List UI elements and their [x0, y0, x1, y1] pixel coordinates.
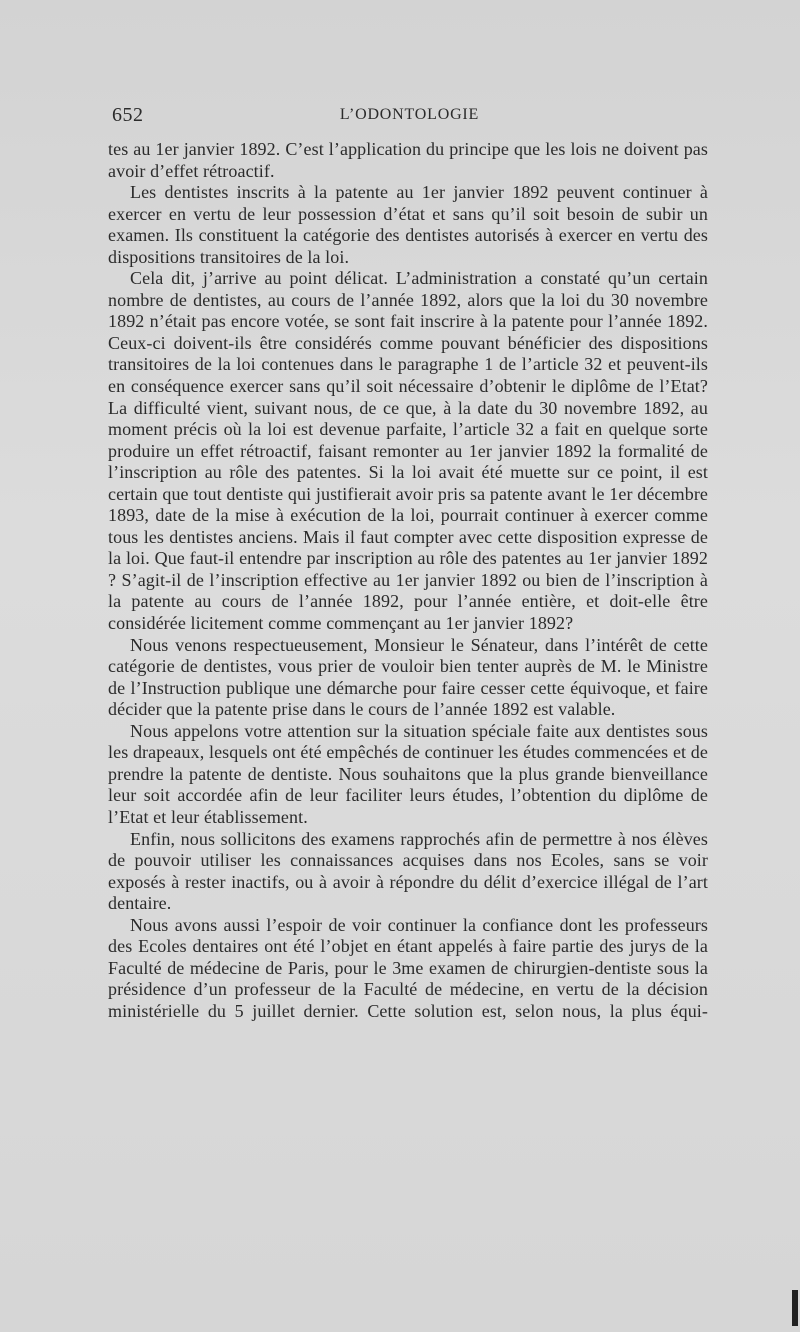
body-text [108, 139, 708, 1022]
paragraph: Nous venons respectueusement, Monsieur le Sénateur, dans l’intérêt de cette catégorie de dentistes, vous prier de vouloir bien tenter auprès de M. le Ministre de l’Instruction publique une démarche pour faire cesser cette équivoque, et faire décider que la patente prise dans le cours de l’année 1892 est valable. [108, 634, 708, 720]
paragraph: Nous appelons votre attention sur la situation spéciale faite aux dentistes sous les drapeaux, lesquels ont été empêchés de continuer les études commencées et de prendre la patente de dentiste. Nous souhaitons que la plus grande bienveillance leur soit accordée afin de leur faciliter leurs études, l’obtention du diplôme de l’Etat et leur établissement. [108, 720, 708, 827]
running-head: L’ODONTOLOGIE [339, 106, 480, 123]
paragraph: Enfin, nous sollicitons des examens rapprochés afin de permettre à nos élèves de pouvoir utiliser les connaissances acquises dans nos Ecoles, sans se voir exposés à rester inactifs, ou à avoir à répondre du délit d’exercice illégal de l’art dentaire. [108, 828, 708, 914]
page-number: 652 [112, 104, 144, 126]
paragraph-continuation: tes au 1er janvier 1892. C’est l’application du principe que les lois ne doivent pas avoir d’effet rétroactif. [108, 139, 708, 181]
paragraph: Cela dit, j’arrive au point délicat. L’administration a constaté qu’un certain nombre de dentistes, au cours de l’année 1892, alors que la loi du 30 novembre 1892 n’était pas encore votée, se sont fait inscrire à la patente pour l’année 1892. Ceux-ci doivent-ils être considérés comme pouvant bénéficier des dispositions transitoires de la loi contenues dans le paragraphe 1 de l’article 32 et peuvent-ils en conséquence exercer sans qu’il soit nécessaire d’obtenir le diplôme de l’Etat? La difficulté vient, suivant nous, de ce que, à la date du 30 novembre 1892, au moment précis où la loi est devenue parfaite, l’article 32 a fait en quelque sorte produire un effet rétroactif, faisant remonter au 1er janvier 1892 la formalité de l’inscription au rôle des patentes. Si la loi avait été muette sur ce point, il est certain que tout dentiste qui justifierait avoir pris sa patente avant le 1er décembre 1893, date de la mise à exécution de la loi, pourrait continuer à exercer comme tous les dentistes anciens. Mais il faut compter avec cette disposition expresse de la loi. Que faut-il entendre par inscription au rôle des patentes au 1er janvier 1892 ? S’agit-il de l’inscription effective au 1er janvier 1892 ou bien de l’inscription à la patente au cours de l’année 1892, pour l’année entière, et doit-elle être considérée licitement comme commençant au 1er janvier 1892? [108, 268, 708, 634]
paragraph: Les dentistes inscrits à la patente au 1er janvier 1892 peuvent continuer à exercer en vertu de leur possession d’état et sans qu’il soit besoin de subir un examen. Ils constituent la catégorie des dentistes autorisés à exercer en vertu des dispositions transitoires de la loi. [108, 182, 708, 267]
paragraph: Nous avons aussi l’espoir de voir continuer la confiance dont les professeurs des Ecoles dentaires ont été l’objet en étant appelés à faire partie des jurys de la Faculté de médecine de Paris, pour le 3me examen de chirurgien-dentiste sous la présidence d’un professeur de la Faculté de médecine, en vertu de la décision ministérielle du 5 juillet dernier. Cette solution est, selon nous, la plus équi- [108, 914, 708, 1021]
page-header [112, 104, 707, 130]
scan-edge-mark [792, 1290, 798, 1326]
